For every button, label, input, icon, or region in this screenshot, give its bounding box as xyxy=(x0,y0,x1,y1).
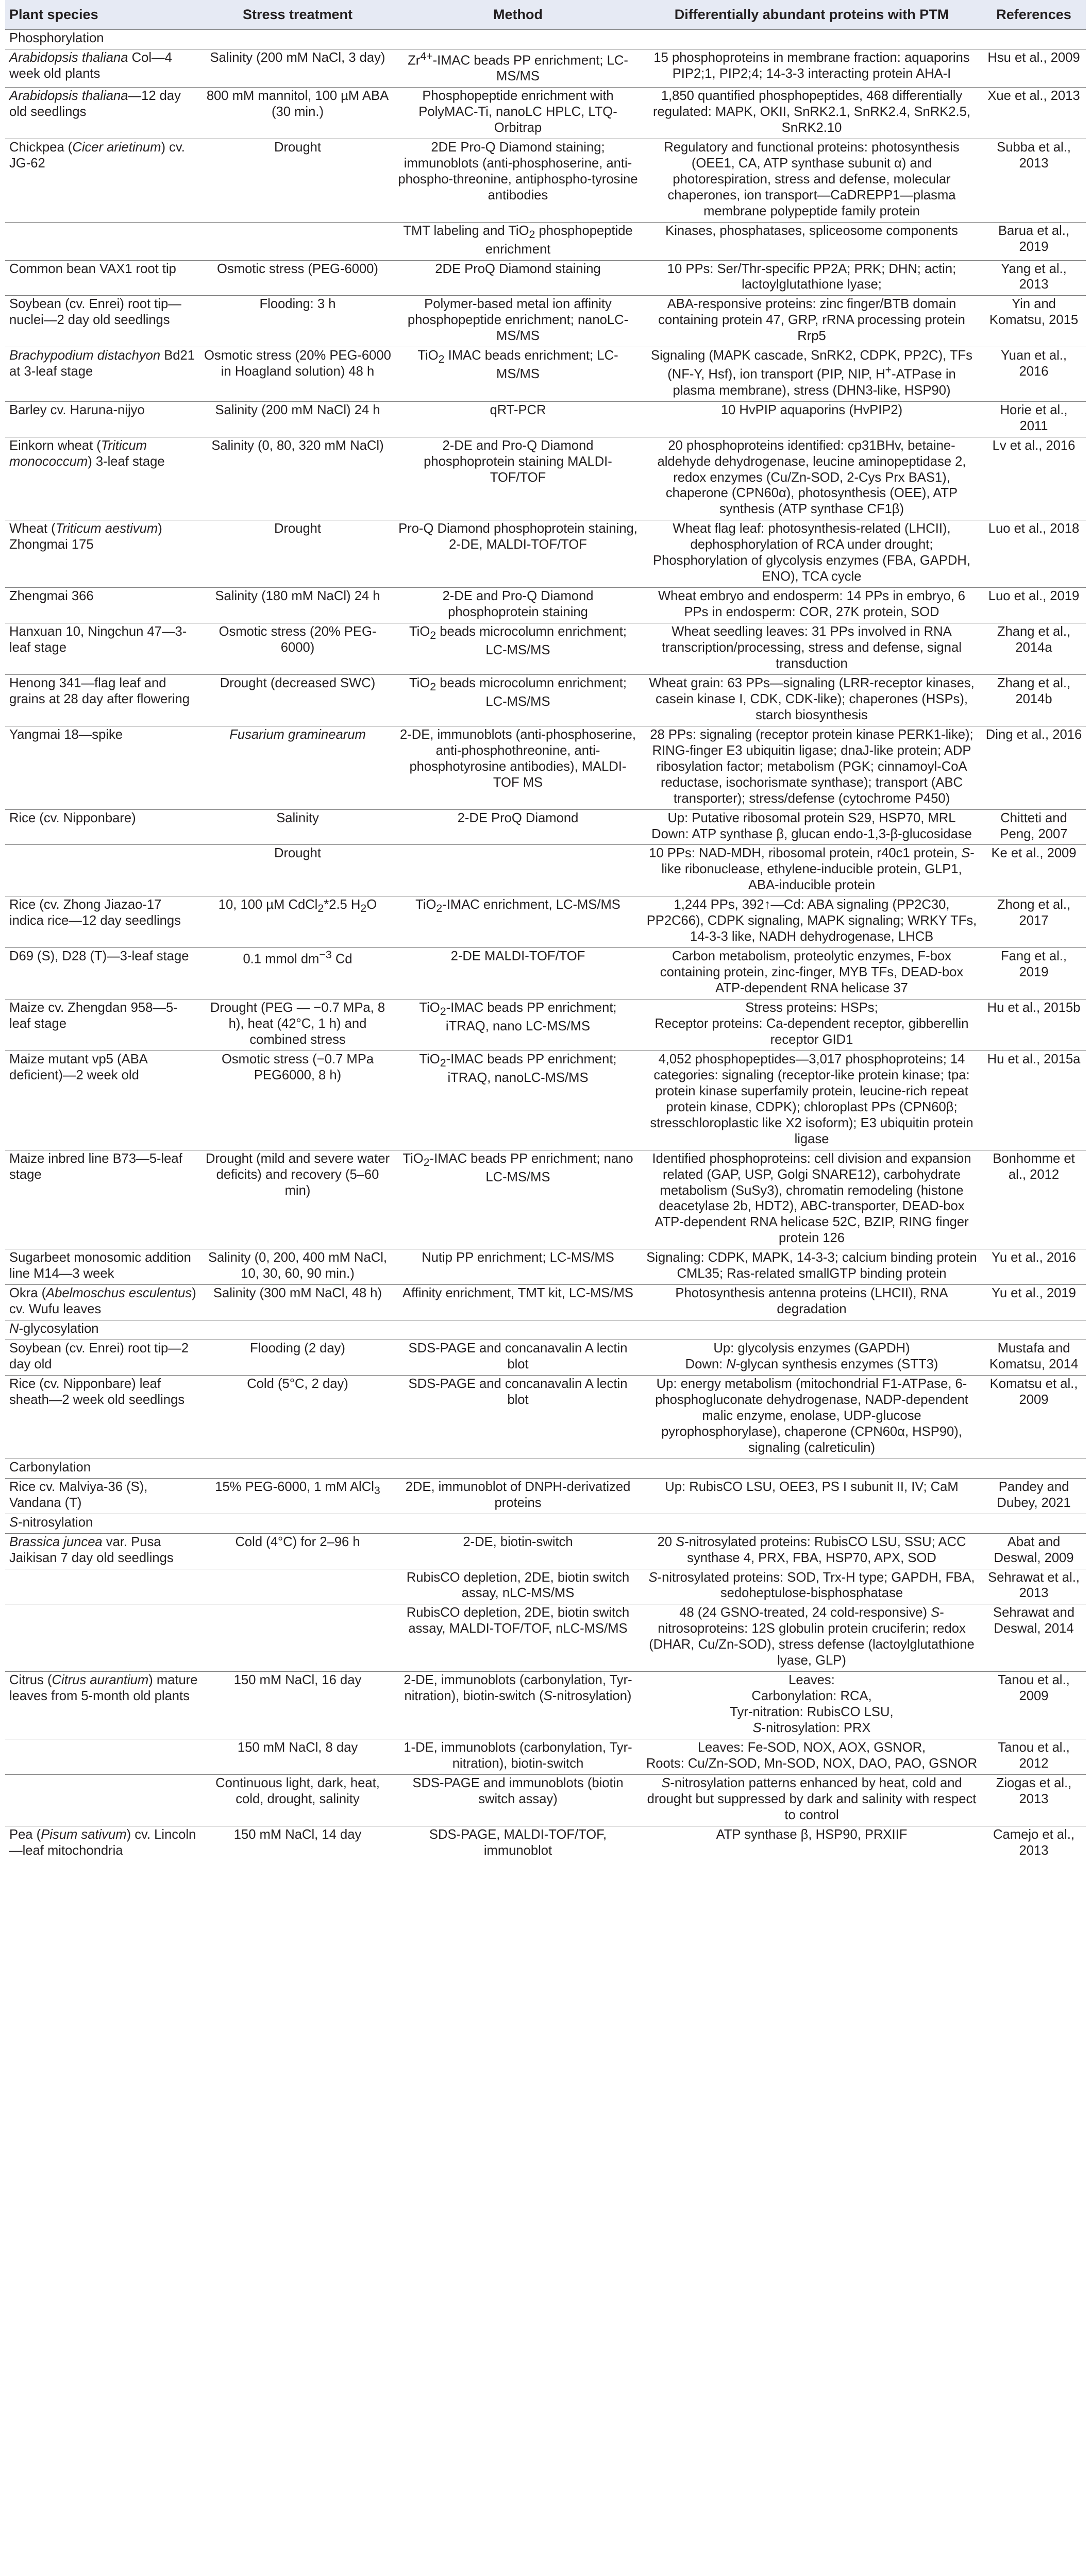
cell-stress-treatment: Osmotic stress (20% PEG-6000) xyxy=(201,623,394,675)
table-row xyxy=(5,1739,1086,1775)
table-row xyxy=(5,896,1086,948)
cell-stress-treatment: Osmotic stress (20% PEG-6000 in Hoagland solution) 48 h xyxy=(201,347,394,401)
data-table xyxy=(5,0,1086,1861)
cell-references: Ding et al., 2016 xyxy=(982,726,1086,809)
cell-stress-treatment: 800 mM mannitol, 100 µM ABA (30 min.) xyxy=(201,88,394,139)
section-title: Phosphorylation xyxy=(5,29,1086,49)
cell-proteins-with-ptm: ATP synthase β, HSP90, PRXIIF xyxy=(642,1826,982,1861)
cell-plant-species: Maize cv. Zhengdan 958—5-leaf stage xyxy=(5,999,201,1051)
cell-references: Subba et al., 2013 xyxy=(982,139,1086,222)
cell-method: SDS-PAGE, MALDI-TOF/TOF, immunoblot xyxy=(394,1826,642,1861)
table-row xyxy=(5,520,1086,588)
cell-references: Chitteti and Peng, 2007 xyxy=(982,809,1086,845)
cell-method: 2-DE and Pro-Q Diamond phosphoprotein staining xyxy=(394,588,642,623)
cell-stress-treatment: Flooding (2 day) xyxy=(201,1340,394,1376)
table-row xyxy=(5,401,1086,437)
table-row xyxy=(5,49,1086,87)
cell-stress-treatment: Salinity (200 mM NaCl) 24 h xyxy=(201,401,394,437)
section-header-row xyxy=(5,1459,1086,1478)
cell-proteins-with-ptm: 20 S-nitrosylated proteins: RubisCO LSU, SSU; ACC synthase 4, PRX, FBA, HSP70, APX, SOD xyxy=(642,1533,982,1569)
cell-references: Sehrawat and Deswal, 2014 xyxy=(982,1604,1086,1672)
cell-proteins-with-ptm: Up: RubisCO LSU, OEE3, PS I subunit II, IV; CaM xyxy=(642,1478,982,1514)
cell-plant-species xyxy=(5,222,201,260)
cell-method: 2-DE, immunoblots (carbonylation, Tyr-nitration), biotin-switch (S-nitrosylation) xyxy=(394,1672,642,1739)
cell-plant-species: Rice cv. Malviya-36 (S), Vandana (T) xyxy=(5,1478,201,1514)
cell-proteins-with-ptm: Photosynthesis antenna proteins (LHCII), RNA degradation xyxy=(642,1285,982,1320)
table-row xyxy=(5,88,1086,139)
column-header-plant-species: Plant species xyxy=(5,0,201,29)
table-row xyxy=(5,726,1086,809)
section-title: N-glycosylation xyxy=(5,1320,1086,1340)
cell-method: SDS-PAGE and immunoblots (biotin switch assay) xyxy=(394,1774,642,1826)
cell-stress-treatment: Drought (mild and severe water deficits) and recovery (5–60 min) xyxy=(201,1150,394,1249)
cell-method: Nutip PP enrichment; LC-MS/MS xyxy=(394,1249,642,1285)
cell-references: Luo et al., 2019 xyxy=(982,588,1086,623)
cell-references: Hsu et al., 2009 xyxy=(982,49,1086,87)
table-row xyxy=(5,1376,1086,1459)
cell-stress-treatment xyxy=(201,222,394,260)
cell-method: Polymer-based metal ion affinity phosphopeptide enrichment; nanoLC-MS/MS xyxy=(394,296,642,347)
cell-proteins-with-ptm: 20 phosphoproteins identified: cp31BHv, betaine-aldehyde dehydrogenase, leucine aminopeptidase 2, redox enzymes (Cu/Zn-SOD, 2-Cys Prx BAS1), chaperone (CPN60α), photosynthesis (OEE), ATP synthesis (ATP synthase CF1β) xyxy=(642,437,982,520)
cell-stress-treatment: Flooding: 3 h xyxy=(201,296,394,347)
cell-references: Barua et al., 2019 xyxy=(982,222,1086,260)
cell-references: Luo et al., 2018 xyxy=(982,520,1086,588)
cell-proteins-with-ptm: 1,850 quantified phosphopeptides, 468 differentially regulated: MAPK, OKII, SnRK2.1, SnRK2.4, SnRK2.5, SnRK2.10 xyxy=(642,88,982,139)
cell-method: 2-DE, biotin-switch xyxy=(394,1533,642,1569)
cell-proteins-with-ptm: Stress proteins: HSPs; Receptor proteins: Ca-dependent receptor, gibberellin receptor GID1 xyxy=(642,999,982,1051)
cell-references: Komatsu et al., 2009 xyxy=(982,1376,1086,1459)
cell-method: TiO$_2$ beads microcolumn enrichment; LC-MS/MS xyxy=(394,674,642,726)
cell-references: Fang et al., 2019 xyxy=(982,948,1086,999)
cell-proteins-with-ptm: 48 (24 GSNO-treated, 24 cold-responsive) S-nitrosoproteins: 12S globulin protein cruciferin; redox (DHAR, Cu/Zn-SOD), stress defense (lactoylglutathione lyase, GLP) xyxy=(642,1604,982,1672)
cell-references: Zhong et al., 2017 xyxy=(982,896,1086,948)
cell-plant-species: Citrus (Citrus aurantium) mature leaves from 5-month old plants xyxy=(5,1672,201,1739)
column-header-method: Method xyxy=(394,0,642,29)
cell-plant-species: Barley cv. Haruna-nijyo xyxy=(5,401,201,437)
cell-stress-treatment: Salinity (180 mM NaCl) 24 h xyxy=(201,588,394,623)
cell-proteins-with-ptm: 10 HvPIP aquaporins (HvPIP2) xyxy=(642,401,982,437)
cell-references: Tanou et al., 2009 xyxy=(982,1672,1086,1739)
cell-method: TiO$_2$-IMAC beads PP enrichment; iTRAQ, nano LC-MS/MS xyxy=(394,999,642,1051)
cell-method: Affinity enrichment, TMT kit, LC-MS/MS xyxy=(394,1285,642,1320)
cell-plant-species xyxy=(5,1774,201,1826)
cell-plant-species: Hanxuan 10, Ningchun 47—3-leaf stage xyxy=(5,623,201,675)
cell-proteins-with-ptm: 10 PPs: Ser/Thr-specific PP2A; PRK; DHN; actin; lactoylglutathione lyase; xyxy=(642,260,982,296)
cell-stress-treatment: Drought xyxy=(201,139,394,222)
cell-method: 2-DE MALDI-TOF/TOF xyxy=(394,948,642,999)
column-header-proteins-with-ptm: Differentially abundant proteins with PTM xyxy=(642,0,982,29)
table-row xyxy=(5,1340,1086,1376)
cell-proteins-with-ptm: 10 PPs: NAD-MDH, ribosomal protein, r40c1 protein, S-like ribonuclease, ethylene-inducible protein, GLP1, ABA-inducible protein xyxy=(642,845,982,896)
table-body xyxy=(5,29,1086,1861)
table-row xyxy=(5,1533,1086,1569)
table-row xyxy=(5,1249,1086,1285)
cell-stress-treatment: Salinity (0, 80, 320 mM NaCl) xyxy=(201,437,394,520)
cell-method xyxy=(394,845,642,896)
table-row xyxy=(5,1050,1086,1150)
cell-references: Abat and Deswal, 2009 xyxy=(982,1533,1086,1569)
cell-method: 2DE, immunoblot of DNPH-derivatized proteins xyxy=(394,1478,642,1514)
table-row xyxy=(5,999,1086,1051)
cell-stress-treatment: 150 mM NaCl, 14 day xyxy=(201,1826,394,1861)
cell-proteins-with-ptm: 1,244 PPs, 392↑—Cd: ABA signaling (PP2C30, PP2C66), CDPK signaling, MAPK signaling; WRKY TFs, 14-3-3 like, NADH dehydrogenase, LHCB xyxy=(642,896,982,948)
table-row xyxy=(5,623,1086,675)
cell-plant-species: D69 (S), D28 (T)—3-leaf stage xyxy=(5,948,201,999)
section-title: S-nitrosylation xyxy=(5,1514,1086,1533)
cell-references: Hu et al., 2015b xyxy=(982,999,1086,1051)
cell-stress-treatment: Continuous light, dark, heat, cold, drought, salinity xyxy=(201,1774,394,1826)
cell-proteins-with-ptm: Identified phosphoproteins: cell division and expansion related (GAP, USP, Golgi SNARE12), carbohydrate metabolism (SuSy3), chromatin remodeling (histone deacetylase 2b, HDT2), ABC-transporter, DEAD-box ATP-dependent RNA helicase 52C, BZIP, RING finger protein 126 xyxy=(642,1150,982,1249)
cell-stress-treatment: Salinity xyxy=(201,809,394,845)
cell-references: Tanou et al., 2012 xyxy=(982,1739,1086,1775)
cell-proteins-with-ptm: 15 phosphoproteins in membrane fraction: aquaporins PIP2;1, PIP2;4; 14-3-3 interacting protein AHA-I xyxy=(642,49,982,87)
cell-plant-species: Arabidopsis thaliana—12 day old seedlings xyxy=(5,88,201,139)
cell-method: Pro-Q Diamond phosphoprotein staining, 2-DE, MALDI-TOF/TOF xyxy=(394,520,642,588)
table-row xyxy=(5,1285,1086,1320)
cell-proteins-with-ptm: 4,052 phosphopeptides—3,017 phosphoproteins; 14 categories: signaling (receptor-like protein kinase; tpa: protein kinase superfamily protein, leucine-rich repeat protein kinase, CDPK); chloroplast PPs (CPN60β; stresschloroplastic like X2 isoform); E3 ubiquitin protein ligase xyxy=(642,1050,982,1150)
table-row xyxy=(5,1672,1086,1739)
cell-plant-species: Einkorn wheat (Triticum monococcum) 3-leaf stage xyxy=(5,437,201,520)
table-row xyxy=(5,948,1086,999)
cell-references: Bonhomme et al., 2012 xyxy=(982,1150,1086,1249)
cell-stress-treatment: Salinity (200 mM NaCl, 3 day) xyxy=(201,49,394,87)
cell-stress-treatment: Cold (5°C, 2 day) xyxy=(201,1376,394,1459)
cell-plant-species: Sugarbeet monosomic addition line M14—3 week xyxy=(5,1249,201,1285)
cell-stress-treatment: Osmotic stress (−0.7 MPa PEG6000, 8 h) xyxy=(201,1050,394,1150)
cell-plant-species: Chickpea (Cicer arietinum) cv. JG-62 xyxy=(5,139,201,222)
table-row xyxy=(5,588,1086,623)
cell-references: Lv et al., 2016 xyxy=(982,437,1086,520)
table-row xyxy=(5,437,1086,520)
cell-plant-species: Brachypodium distachyon Bd21 at 3-leaf stage xyxy=(5,347,201,401)
cell-proteins-with-ptm: Kinases, phosphatases, spliceosome components xyxy=(642,222,982,260)
cell-plant-species: Okra (Abelmoschus esculentus) cv. Wufu leaves xyxy=(5,1285,201,1320)
cell-method: 2-DE ProQ Diamond xyxy=(394,809,642,845)
cell-stress-treatment: Drought xyxy=(201,520,394,588)
cell-method: TiO$_2$-IMAC beads PP enrichment; iTRAQ, nanoLC-MS/MS xyxy=(394,1050,642,1150)
cell-proteins-with-ptm: S-nitrosylated proteins: SOD, Trx-H type; GAPDH, FBA, sedoheptulose-bisphosphatase xyxy=(642,1569,982,1604)
cell-method: RubisCO depletion, 2DE, biotin switch assay, MALDI-TOF/TOF, nLC-MS/MS xyxy=(394,1604,642,1672)
table-row xyxy=(5,809,1086,845)
cell-plant-species: Henong 341—flag leaf and grains at 28 day after flowering xyxy=(5,674,201,726)
table-row xyxy=(5,260,1086,296)
cell-references: Zhang et al., 2014b xyxy=(982,674,1086,726)
cell-references: Ziogas et al., 2013 xyxy=(982,1774,1086,1826)
section-title: Carbonylation xyxy=(5,1459,1086,1478)
cell-references: Yin and Komatsu, 2015 xyxy=(982,296,1086,347)
cell-plant-species: Arabidopsis thaliana Col—4 week old plants xyxy=(5,49,201,87)
table-row xyxy=(5,1604,1086,1672)
cell-references: Yu et al., 2019 xyxy=(982,1285,1086,1320)
cell-plant-species: Pea (Pisum sativum) cv. Lincoln—leaf mitochondria xyxy=(5,1826,201,1861)
table-row xyxy=(5,347,1086,401)
cell-references: Zhang et al., 2014a xyxy=(982,623,1086,675)
cell-plant-species: Rice (cv. Nipponbare) xyxy=(5,809,201,845)
cell-method: TiO$_2$-IMAC enrichment, LC-MS/MS xyxy=(394,896,642,948)
cell-proteins-with-ptm: Up: Putative ribosomal protein S29, HSP70, MRL Down: ATP synthase β, glucan endo-1,3-β-glucosidase xyxy=(642,809,982,845)
cell-method: TMT labeling and TiO$_2$ phosphopeptide enrichment xyxy=(394,222,642,260)
cell-proteins-with-ptm: ABA-responsive proteins: zinc finger/BTB domain containing protein 47, GRP, rRNA processing protein Rrp5 xyxy=(642,296,982,347)
cell-references: Ke et al., 2009 xyxy=(982,845,1086,896)
cell-proteins-with-ptm: 28 PPs: signaling (receptor protein kinase PERK1-like); RING-finger E3 ubiquitin ligase; dnaJ-like protein; ADP ribosylation factor; metabolism (PGK; cinnamoyl-CoA reductase, isochorismate synthase); transport (ABC transporter); stress/defense (cytochrome P450) xyxy=(642,726,982,809)
cell-references: Pandey and Dubey, 2021 xyxy=(982,1478,1086,1514)
cell-proteins-with-ptm: Wheat grain: 63 PPs—signaling (LRR-receptor kinases, casein kinase I, CDK, CDK-like); chaperones (HSPs), starch biosynthesis xyxy=(642,674,982,726)
table-header xyxy=(5,0,1086,29)
table-row xyxy=(5,674,1086,726)
cell-stress-treatment: 150 mM NaCl, 8 day xyxy=(201,1739,394,1775)
cell-plant-species: Zhengmai 366 xyxy=(5,588,201,623)
table-row xyxy=(5,222,1086,260)
cell-plant-species: Rice (cv. Nipponbare) leaf sheath—2 week old seedlings xyxy=(5,1376,201,1459)
cell-plant-species: Wheat (Triticum aestivum) Zhongmai 175 xyxy=(5,520,201,588)
cell-plant-species xyxy=(5,1569,201,1604)
table-row xyxy=(5,1150,1086,1249)
cell-stress-treatment: Drought xyxy=(201,845,394,896)
cell-method: 1-DE, immunoblots (carbonylation, Tyr-nitration), biotin-switch xyxy=(394,1739,642,1775)
cell-method: 2-DE, immunoblots (anti-phosphoserine, anti-phosphothreonine, anti-phosphotyrosine antibodies), MALDI-TOF MS xyxy=(394,726,642,809)
cell-proteins-with-ptm: Signaling (MAPK cascade, SnRK2, CDPK, PP2C), TFs (NF-Y, Hsf), ion transport (PIP, NIP, H+-ATPase in plasma membrane), stress (DHN3-like, HSP90) xyxy=(642,347,982,401)
cell-method: qRT-PCR xyxy=(394,401,642,437)
cell-plant-species xyxy=(5,1604,201,1672)
cell-plant-species: Maize mutant vp5 (ABA deficient)—2 week old xyxy=(5,1050,201,1150)
cell-plant-species: Brassica juncea var. Pusa Jaikisan 7 day old seedlings xyxy=(5,1533,201,1569)
table-row xyxy=(5,139,1086,222)
cell-plant-species: Rice (cv. Zhong Jiazao-17 indica rice—12 day seedlings xyxy=(5,896,201,948)
table-row xyxy=(5,1826,1086,1861)
cell-method: TiO$_2$ IMAC beads enrichment; LC-MS/MS xyxy=(394,347,642,401)
cell-proteins-with-ptm: Leaves: Carbonylation: RCA, Tyr-nitration: RubisCO LSU, S-nitrosylation: PRX xyxy=(642,1672,982,1739)
cell-proteins-with-ptm: Signaling: CDPK, MAPK, 14-3-3; calcium binding protein CML35; Ras-related smallGTP binding protein xyxy=(642,1249,982,1285)
cell-stress-treatment: Fusarium graminearum xyxy=(201,726,394,809)
cell-method: 2-DE and Pro-Q Diamond phosphoprotein staining MALDI-TOF/TOF xyxy=(394,437,642,520)
table-row xyxy=(5,296,1086,347)
cell-references: Horie et al., 2011 xyxy=(982,401,1086,437)
table-row xyxy=(5,845,1086,896)
cell-references: Yu et al., 2016 xyxy=(982,1249,1086,1285)
cell-stress-treatment: 15% PEG-6000, 1 mM AlCl$_3$ xyxy=(201,1478,394,1514)
cell-method: SDS-PAGE and concanavalin A lectin blot xyxy=(394,1340,642,1376)
cell-proteins-with-ptm: Wheat embryo and endosperm: 14 PPs in embryo, 6 PPs in endosperm: COR, 27K protein, SOD xyxy=(642,588,982,623)
cell-references: Hu et al., 2015a xyxy=(982,1050,1086,1150)
cell-plant-species: Yangmai 18—spike xyxy=(5,726,201,809)
table-row xyxy=(5,1774,1086,1826)
column-header-references: References xyxy=(982,0,1086,29)
cell-method: 2DE Pro-Q Diamond staining; immunoblots (anti-phosphoserine, anti-phospho-threonine, antiphospho-tyrosine antibodies xyxy=(394,139,642,222)
cell-plant-species: Soybean (cv. Enrei) root tip—2 day old xyxy=(5,1340,201,1376)
cell-method: Phosphopeptide enrichment with PolyMAC-Ti, nanoLC HPLC, LTQ-Orbitrap xyxy=(394,88,642,139)
cell-stress-treatment: 0.1 mmol $dm^{-3}$ Cd xyxy=(201,948,394,999)
cell-stress-treatment: 10, 100 µM CdCl$_2$*2.5 $H_2O$ xyxy=(201,896,394,948)
table-row xyxy=(5,1569,1086,1604)
section-header-row xyxy=(5,1514,1086,1533)
cell-references: Yuan et al., 2016 xyxy=(982,347,1086,401)
cell-plant-species: Common bean VAX1 root tip xyxy=(5,260,201,296)
cell-stress-treatment xyxy=(201,1604,394,1672)
cell-proteins-with-ptm: Leaves: Fe-SOD, NOX, AOX, GSNOR, Roots: Cu/Zn-SOD, Mn-SOD, NOX, DAO, PAO, GSNOR xyxy=(642,1739,982,1775)
cell-method: TiO$_2$-IMAC beads PP enrichment; nano LC-MS/MS xyxy=(394,1150,642,1249)
cell-proteins-with-ptm: Wheat seedling leaves: 31 PPs involved in RNA transcription/processing, stress and defense, signal transduction xyxy=(642,623,982,675)
cell-references: Xue et al., 2013 xyxy=(982,88,1086,139)
table-row xyxy=(5,1478,1086,1514)
cell-plant-species xyxy=(5,845,201,896)
cell-stress-treatment: Cold (4°C) for 2–96 h xyxy=(201,1533,394,1569)
cell-proteins-with-ptm: Up: glycolysis enzymes (GAPDH) Down: N-glycan synthesis enzymes (STT3) xyxy=(642,1340,982,1376)
cell-plant-species: Maize inbred line B73—5-leaf stage xyxy=(5,1150,201,1249)
cell-method: SDS-PAGE and concanavalin A lectin blot xyxy=(394,1376,642,1459)
cell-stress-treatment: Osmotic stress (PEG-6000) xyxy=(201,260,394,296)
column-header-stress-treatment: Stress treatment xyxy=(201,0,394,29)
cell-proteins-with-ptm: Carbon metabolism, proteolytic enzymes, F-box containing protein, zinc-finger, MYB TFs, DEAD-box ATP-dependent RNA helicase 37 xyxy=(642,948,982,999)
cell-plant-species: Soybean (cv. Enrei) root tip—nuclei—2 day old seedlings xyxy=(5,296,201,347)
cell-method: RubisCO depletion, 2DE, biotin switch assay, nLC-MS/MS xyxy=(394,1569,642,1604)
cell-proteins-with-ptm: Regulatory and functional proteins: photosynthesis (OEE1, CA, ATP synthase subunit α) and photorespiration, stress and defense, molecular chaperones, ion transport—CaDREPP1—plasma membrane polypeptide family protein xyxy=(642,139,982,222)
cell-references: Yang et al., 2013 xyxy=(982,260,1086,296)
cell-references: Sehrawat et al., 2013 xyxy=(982,1569,1086,1604)
cell-method: TiO$_2$ beads microcolumn enrichment; LC-MS/MS xyxy=(394,623,642,675)
cell-references: Camejo et al., 2013 xyxy=(982,1826,1086,1861)
cell-stress-treatment: Drought (decreased SWC) xyxy=(201,674,394,726)
cell-references: Mustafa and Komatsu, 2014 xyxy=(982,1340,1086,1376)
cell-stress-treatment: Drought (PEG — −0.7 MPa, 8 h), heat (42°C, 1 h) and combined stress xyxy=(201,999,394,1051)
cell-method: 2DE ProQ Diamond staining xyxy=(394,260,642,296)
section-header-row xyxy=(5,1320,1086,1340)
cell-stress-treatment xyxy=(201,1569,394,1604)
cell-plant-species xyxy=(5,1739,201,1775)
cell-proteins-with-ptm: Wheat flag leaf: photosynthesis-related (LHCII), dephosphorylation of RCA under drought; Phosphorylation of glycolysis enzymes (FBA, GAPDH, ENO), TCA cycle xyxy=(642,520,982,588)
cell-stress-treatment: Salinity (300 mM NaCl, 48 h) xyxy=(201,1285,394,1320)
cell-stress-treatment: Salinity (0, 200, 400 mM NaCl, 10, 30, 60, 90 min.) xyxy=(201,1249,394,1285)
cell-method: $Zr^{4+}$-IMAC beads PP enrichment; LC-MS/MS xyxy=(394,49,642,87)
cell-proteins-with-ptm: Up: energy metabolism (mitochondrial F1-ATPase, 6-phosphogluconate dehydrogenase, NADP-dependent malic enzyme, enolase, UDP-glucose pyrophosphorylase), chaperone (CPN60α, HSP90), signaling (calreticulin) xyxy=(642,1376,982,1459)
section-header-row xyxy=(5,29,1086,49)
cell-proteins-with-ptm: S-nitrosylation patterns enhanced by heat, cold and drought but suppressed by dark and salinity with respect to control xyxy=(642,1774,982,1826)
cell-stress-treatment: 150 mM NaCl, 16 day xyxy=(201,1672,394,1739)
